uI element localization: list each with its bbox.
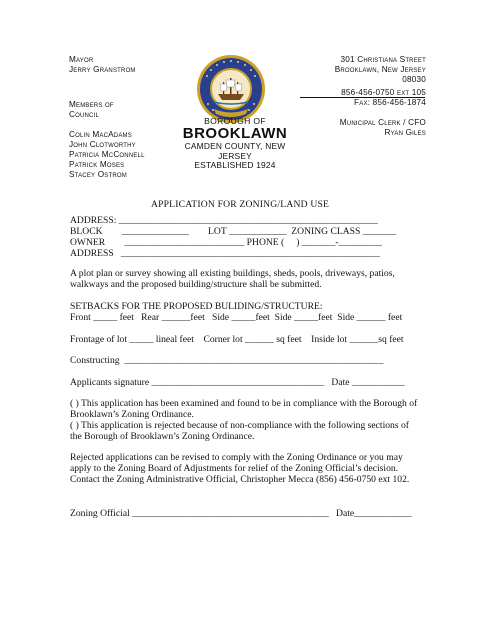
letterhead-center <box>170 116 300 171</box>
clerk-name: Ryan Giles <box>384 128 426 137</box>
block-lot-zoning-line[interactable]: BLOCK ______________ LOT ____________ ZONING CLASS _______ <box>70 226 397 237</box>
council-title-line-1: Members of <box>69 100 114 109</box>
council-member: Stacey Ostrom <box>69 170 127 179</box>
mayor-name: Jerry Granstrom <box>69 65 136 74</box>
council-member: Patricia McConnell <box>69 150 145 159</box>
city-state: Brooklawn, New Jersey <box>334 65 426 74</box>
owner-phone-line[interactable]: OWNER _________________________ PHONE ( ) _______-_________ <box>70 237 382 248</box>
rejection-statement[interactable]: ( ) This application is rejected because of non-compliance with the following sections of the Borough of Brooklawn’s Zoning Ordinance. <box>70 420 409 442</box>
county-line-1: CAMDEN COUNTY, NEW <box>184 141 286 151</box>
borough-of-label: BOROUGH OF <box>204 116 266 126</box>
clerk-title: Municipal Clerk / CFO <box>339 118 426 127</box>
zip-code: 08030 <box>402 75 426 84</box>
street-address: 301 Christiana Street <box>340 55 426 64</box>
borough-name: BROOKLAWN <box>182 125 288 142</box>
council-title-line-2: Council <box>69 110 99 119</box>
setbacks-line[interactable]: Front _____ feet Rear ______feet Side _____feet Side _____feet Side ______ feet <box>70 312 403 323</box>
letterhead-divider <box>300 97 425 98</box>
second-address-line[interactable]: ADDRESS ______________________________________________________ <box>70 248 380 259</box>
constructing-line[interactable]: Constructing ______________________________________________________ <box>70 355 384 366</box>
established-label: ESTABLISHED 1924 <box>194 160 276 171</box>
compliance-statement[interactable]: ( ) This application has been examined and found to be in compliance with the Borough of Brooklawn’s Zoning Ordinance. <box>70 398 418 420</box>
plot-plan-instructions: A plot plan or survey showing all existing buildings, sheds, pools, driveways, patios, walkways and the proposed building/structure shall be submitted. <box>70 268 395 290</box>
frontage-line[interactable]: Frontage of lot _____ lineal feet Corner lot ______ sq feet Inside lot ______sq feet <box>70 334 404 345</box>
revision-instructions: Rejected applications can be revised to comply with the Zoning Ordinance or you may apply to the Zoning Board of Adjustments for relief of the Zoning Official’s decision. Contact the Zoning Administrative Official, Christopher Mecca (856) 456-0750 ext 102. <box>70 452 410 485</box>
county-line-2: JERSEY <box>218 150 252 161</box>
phone-number: 856-456-0750 ext 105 <box>341 88 426 97</box>
borough-seal-graphic <box>196 54 266 124</box>
fax-number: Fax: 856-456-1874 <box>354 98 426 107</box>
applicant-signature-line[interactable]: Applicants signature ____________________________________ Date ___________ <box>70 377 405 388</box>
address-line[interactable]: ADDRESS: ______________________________________________________ <box>70 215 378 226</box>
form-title: APPLICATION FOR ZONING/LAND USE <box>150 199 330 210</box>
zoning-official-line[interactable]: Zoning Official _________________________________________ Date____________ <box>70 508 412 519</box>
council-member: John Clotworthy <box>69 140 136 149</box>
setbacks-heading: SETBACKS FOR THE PROPOSED BULIDING/STRUCTURE: <box>70 301 323 312</box>
council-member: Colin MacAdams <box>69 130 132 139</box>
borough-seal-icon <box>196 54 266 124</box>
mayor-title: Mayor <box>69 55 94 64</box>
council-member: Patrick Moses <box>69 160 125 169</box>
